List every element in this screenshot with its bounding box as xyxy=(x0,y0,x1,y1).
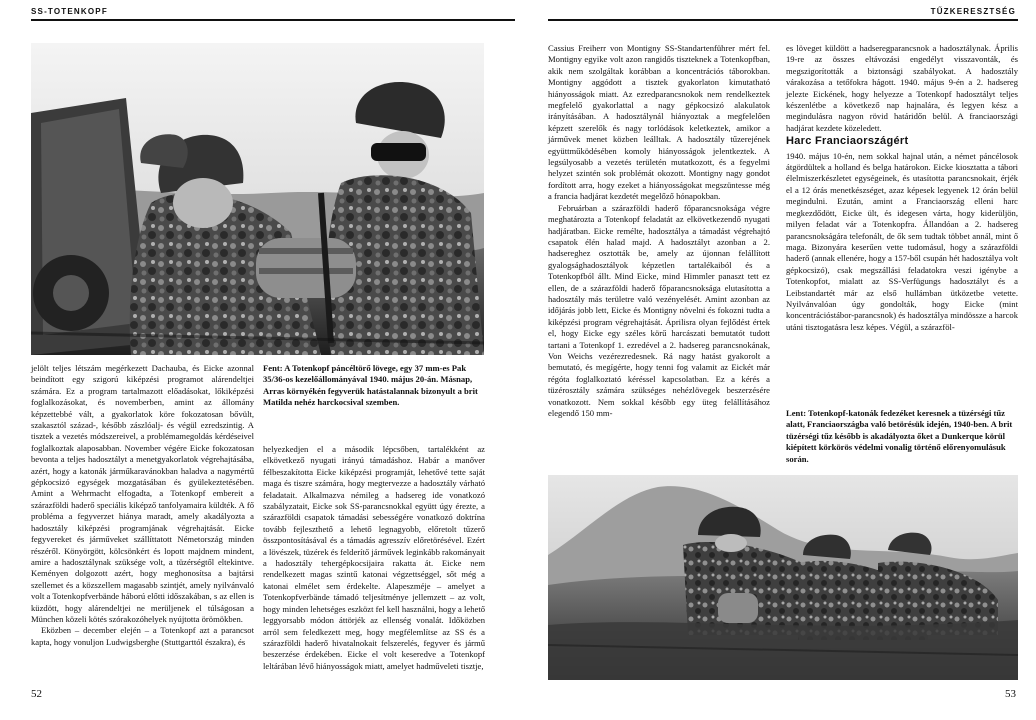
bottom-photo-soldiers-in-cover xyxy=(548,475,1018,680)
paragraph: es löveget küldött a hadseregparancsnok a hadosztálynak. Április 19-re az összes eltávozási engedélyt visszavonták, és megszigorították a biztonsági szabályokat. A hadosztály várakozása a tetőfokra hágott. 1940. május 9-én a 2. hadsereg jelezte Eickének, hogy helyezze a Totenkopf hadosztályt teljes készenlétbe a következő nap hajnalára, és legyen kész a megindulásra nagyon rövid határidőn belül. A franciaországi hadjárat kezdete közeledett. xyxy=(786,43,1018,133)
paragraph: Cassius Freiherr von Montigny SS-Standartenführer mért fel. Montigny egyike volt azon rangidős tiszteknek a Totenkopfban, akik nem szolgáltak korábban a koncentrációs táborokban. Montigny aggódott a tisztek gyakorlaton kimutatható hiányosságok miatt. Az ezredparancsnokok nem rendelkeztek megfelelő gyakorlattal a nagy gépkocsizó alakulatok irányításában. A hadosztálynál hiányoztak a megfelelően képzett szerelők és nagy torlódások keletkeztek, amikor a járművek menet közben leálltak. A hadosztály tűzerejének együttműködésében komoly hiányosságok jelentkeztek. A legsúlyosabb a vezetés területén mutatkozott, és a fegyelmi helyzet szintén sok problémát okozott. Montigny nagy gondot fordított arra, hogy ezeket a hiányosságokat megszüntesse még a francia hadjárat kezdetét megelőző hónapokban. xyxy=(548,43,770,202)
left-header-rule xyxy=(31,19,515,21)
right-running-header: TŰZKERESZTSÉG xyxy=(930,7,1016,16)
paragraph: helyezkedjen el a második lépcsőben, tartalékként az elkövetkező nyugati irányú támadáshoz. Habár a manőver félbeszakította Eicke kiképzési programját, lehetővé tette saját maga és tiszre számára, hogy megtervezze a hadosztály várható feladatait. Alkalmazva némileg a hadsereg ide vonatkozó szabályzatait, Eicke sok SS-parancsnokkal együtt úgy érezte, a szárazföldi csapatok támadási sebességére vonatkozó doktrína tovább fejleszthető a lehető legnagyobb, előretolt tűzerő összpontosításával és a támadás agresszív előretörésével. Ezért a lövészek, tüzérek és felderítő járművek leginkább rakományait a hadosztály tehergépkocsijaira rakatta át. Eicke nem rendelkezett magas szintű katonai végzettséggel, sőt még a katonai elmélet sem érdekelte. Alapeszméje – amelyet a Totenkopfverbände támadó teljesítménye jellemzett – az volt, hogy minden lehetséges eszközt fel kell használni, hogy a lehető leggyorsabb módon áttörjék az ellenség vonalát. Időközben arról sem feledkezett meg, hogy megfélemlítse az SS és a szárazföldi haderő hivatalnokait felszerelés, fegyver és jármű beszerzése érdekében. Eicke el volt keseredve a Totenkopf leltárában lévő hiányosságok miatt, amelyet hadműveleti tisztje, xyxy=(263,444,485,671)
top-photo-antitank-gun-crew xyxy=(31,43,484,355)
right-header-rule xyxy=(548,19,1018,21)
section-heading: Harc Franciaországért xyxy=(786,135,909,148)
top-photo-caption: Fent: A Totenkopf páncéltörő lövege, egy 37 mm-es Pak 35/36-os kezelőállományával 1940. május 20-án. Másnap, Arras környékén fegyverük hatástalannak bizonyult a brit Matilda nehéz harckocsival szemben. xyxy=(263,363,478,408)
right-page-column-2 xyxy=(786,43,1018,333)
left-page-column-2 xyxy=(263,444,485,672)
bottom-photo-caption: Lent: Totenkopf-katonák fedezéket keresnek a tüzérségi tűz alatt, Franciaországba való betörésük idején, 1940-ben. A brit tüzérségi tűz később is akadályozta őket a Dunkerque körül kiépített körkörös védelmi vonalig történő előrenyomulásuk során. xyxy=(786,408,1013,464)
photo-illustration xyxy=(548,475,1018,680)
right-page-column-1 xyxy=(548,43,770,419)
right-page-number: 53 xyxy=(1005,688,1016,700)
paragraph: Eközben – december elején – a Totenkopf azt a parancsot kapta, hogy vonuljon Ludwigsberghe (Stuttgarttól északra), és xyxy=(31,625,254,647)
left-running-header: SS-TOTENKOPF xyxy=(31,7,108,16)
paragraph: Februárban a szárazföldi haderő főparancsnoksága végre meghatározta a Totenkopf feladatát az elkövetkezendő nyugati hadjáratban. Eicke remélte, hadosztálya a támadást végrehajtó csapatok élén halad majd. A hadosztályt azonban a 2. hadsereghez osztották be, amely az újonnan felállított gyalogsághadosztályok képzetlen tartalékaiból és a Totenkopfból állt. Mind Eicke, mind Himmler panaszt tett ez ellen, de a szárazföldi haderő főparancsnoksága elutasította a hadosztály más területre való vezényelését. Amint azonban az időjárás jobb lett, Eicke és Montigny növelni és fokozni tudta a kiképzési program végrehajtását. Áprilisra olyan fejlődést értek el, hogy Eicke egy széles körű harcászati bemutatót tudott tartani a Totenkopf 1. ezredével a 2. hadsereg parancsnokának, Von Weichs vezérezredesnek. Rá nagy hatást gyakorolt a bemutató, és megígérte, hogy tenni fog valamit az Eickét már régóta foglalkoztató kéréssel kapcsolatban. Ez a kérés a tüzérosztály számára szükséges nehézlövegek beszerzésére vonatkozott. Nem sokkal később egy üteg felállításához elegendő 150 mm- xyxy=(548,202,770,418)
paragraph: 1940. május 10-én, nem sokkal hajnal után, a német páncélosok átgördültek a holland és belga határokon. Eicke kiosztatta a tábori élelmiszerkészletet egységeinek, és utasította parancsnokait, érjék el a 12 órás menetkészséget, azaz képesek legyenek 12 órán belül megindulni. Ezután, amint a Franciaország elleni harc megkezdődött, Eicke ült, és idegesen várta, hogy kiderüljön, milyen feladat vár a Totenkopfra. Állandóan a 2. hadsereg parancsnokságára telefonált, de ők sem tudtak többet annál, mint ő maga. Bizonyára keserűen vette tudomásul, hogy a szárazföldi haderő (annak ellenére, hogy a 157-ből csupán hét hadosztálya volt gépkocsizó), csak megszállási feladatokra veszi igénybe a Totenkopfot, mialatt az SS-Verfügungs hadosztályt és a Leibstandartét már az első hullámban ütközetbe vetette. Nyilvánvalóan úgy gondolták, hogy Eicke (mint koncentrációstábor-parancsnok) és hadosztálya mindössze a harcok utáni tisztogatásra lesz képes. Végül, a szárazföl- xyxy=(786,150,1019,332)
paragraph: jelölt teljes létszám megérkezett Dachauba, és Eicke azonnal beindított egy szigorú kiképzési programot alárendeltjei számára. Ez a program tartalmazott előadásokat, lőkiképzési foglalkozásokat, és novemberben, amint az állomány képzettebbé vált, a gyakorlatok köre fokozatosan bővült, szakasztól század-, később zászlóalj- és végül ezredszintig. A tisztek a vezetés módszereivel, a problémamegoldás kérdéseivel foglalkoztak alaposabban. November végére Eicke fokozatosan bevonta a teljes hadosztályt a menetgyakorlatok végrehajtásába, azért, hogy a katonák járműkaravánokban haladva a nagymértű gépkocsizó egységek mozgatásában és gyülekeztetésében. Amint a Wehrmacht elfogadta, a Totenkopf embereit a szárazföldi haderő speciális kiképző tanfolyamaira küldték. A fő probléma a fegyverzet hiánya maradt, amely akadályozta a hadosztály kiképzési programjának végrehajtását. Eicke fegyvereket és járműveket szállíttatott Németország minden részéről. Könyörgött, kölcsönkért és lopott majdnem mindent, amire a hadosztálynak szüksége volt, a tüzérségtől eltekintve. Keményen dolgozott azért, hogy meghonosítsa a bajtársi szellemet és a közszellem magasabb szintjét, amely nyilvánvaló volt a Totenkopfverbände háború előtti időszakában, s az ellen is küzdött, hogy alárendeltjei ne merüljenek el túlságosan a München közeli kötés szórakozóhelyek nyújtotta örömökben. xyxy=(31,363,254,624)
left-page-number: 52 xyxy=(31,688,42,700)
left-page-column-1 xyxy=(31,363,254,648)
photo-illustration xyxy=(31,43,484,355)
